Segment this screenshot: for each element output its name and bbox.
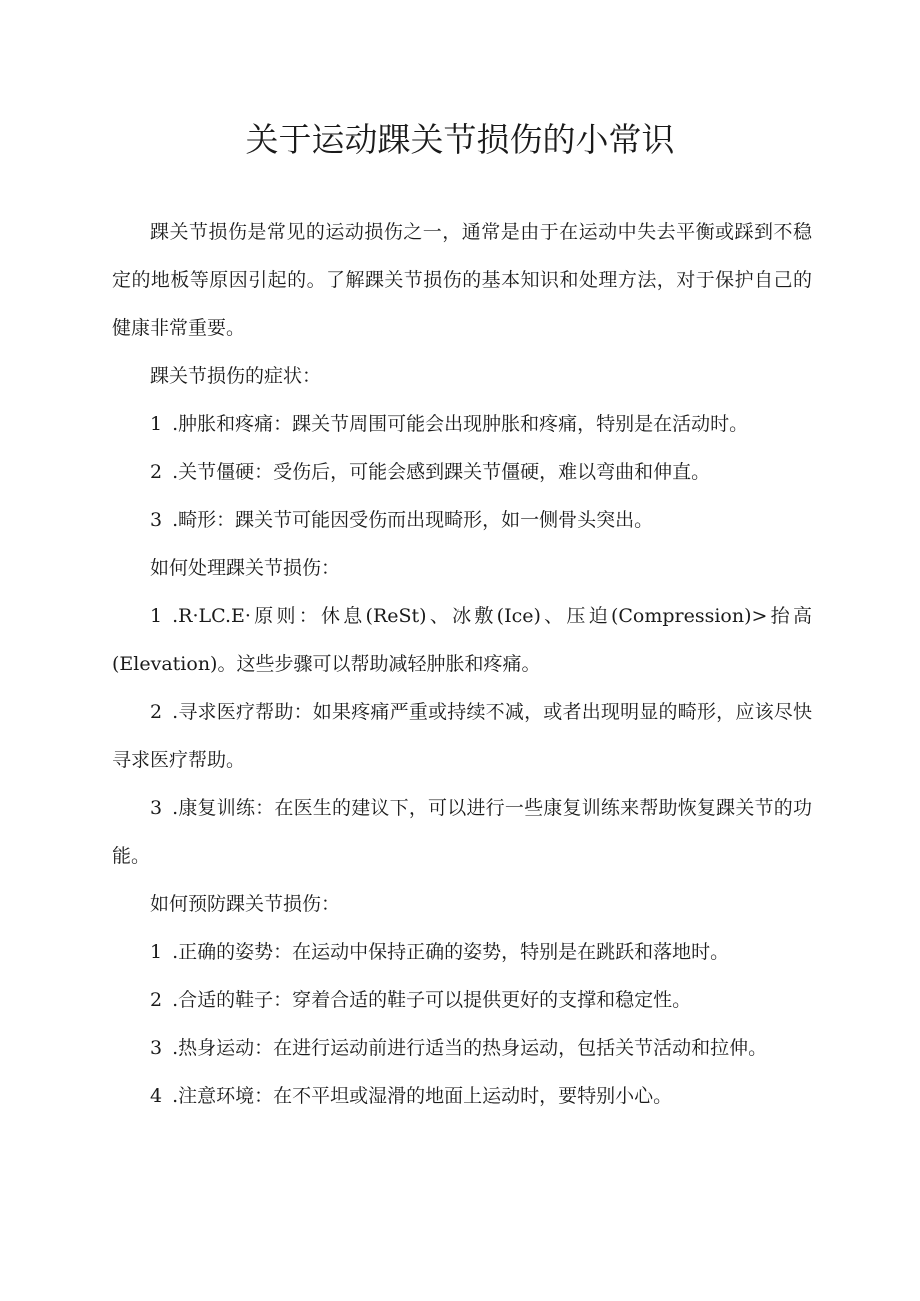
- list-item-text: .正确的姿势：在运动中保持正确的姿势，特别是在跳跃和落地时。: [172, 941, 730, 963]
- list-number: 4: [150, 1085, 163, 1107]
- symptoms-heading: 踝关节损伤的症状：: [150, 365, 322, 387]
- list-item-text: .关节僵硬：受伤后，可能会感到踝关节僵硬，难以弯曲和伸直。: [172, 461, 711, 483]
- list-number: 1: [150, 413, 163, 435]
- list-item-text: .热身运动：在进行运动前进行适当的热身运动，包括关节活动和拉伸。: [172, 1037, 768, 1059]
- list-number: 1: [150, 605, 163, 627]
- list-item: [112, 976, 812, 1024]
- page-title: 关于运动踝关节损伤的小常识: [245, 120, 675, 159]
- list-item: [112, 448, 812, 496]
- list-number: 2: [150, 461, 163, 483]
- list-item-text: .康复训练：在医生的建议下，可以进行一些康复训练来帮助恢复踝关节的功能。: [112, 797, 812, 867]
- list-item: [112, 592, 812, 688]
- list-item-text: .畸形：踝关节可能因受伤而出现畸形，如一侧骨头突出。: [172, 509, 654, 531]
- list-item: [112, 928, 812, 976]
- list-item: [112, 1072, 812, 1120]
- list-number: 3: [150, 1037, 163, 1059]
- list-item-text: .R·LC.E·原则：休息(ReSt)、冰敷(Ice)、压迫(Compression)>抬高(Elevation)。这些步骤可以帮助减轻肿胀和疼痛。: [112, 605, 812, 675]
- list-item-text: .合适的鞋子：穿着合适的鞋子可以提供更好的支撑和稳定性。: [172, 989, 692, 1011]
- list-number: 2: [150, 701, 163, 723]
- list-item-text: .寻求医疗帮助：如果疼痛严重或持续不减，或者出现明显的畸形，应该尽快寻求医疗帮助。: [112, 701, 812, 771]
- intro-paragraph: 踝关节损伤是常见的运动损伤之一，通常是由于在运动中失去平衡或踩到不稳定的地板等原因引起的。了解踝关节损伤的基本知识和处理方法，对于保护自己的健康非常重要。: [112, 221, 812, 339]
- list-item: [112, 400, 812, 448]
- list-number: 3: [150, 509, 163, 531]
- list-number: 2: [150, 989, 163, 1011]
- list-item: [112, 496, 812, 544]
- list-number: 3: [150, 797, 163, 819]
- list-item: [112, 688, 812, 784]
- list-item-text: .肿胀和疼痛：踝关节周围可能会出现肿胀和疼痛，特别是在活动时。: [172, 413, 749, 435]
- document-body: [112, 208, 812, 1120]
- list-item: [112, 1024, 812, 1072]
- list-item: [112, 784, 812, 880]
- list-item-text: .注意环境：在不平坦或湿滑的地面上运动时，要特别小心。: [172, 1085, 673, 1107]
- treatment-heading: 如何处理踝关节损伤：: [150, 557, 341, 579]
- list-number: 1: [150, 941, 163, 963]
- prevention-heading: 如何预防踝关节损伤：: [150, 893, 341, 915]
